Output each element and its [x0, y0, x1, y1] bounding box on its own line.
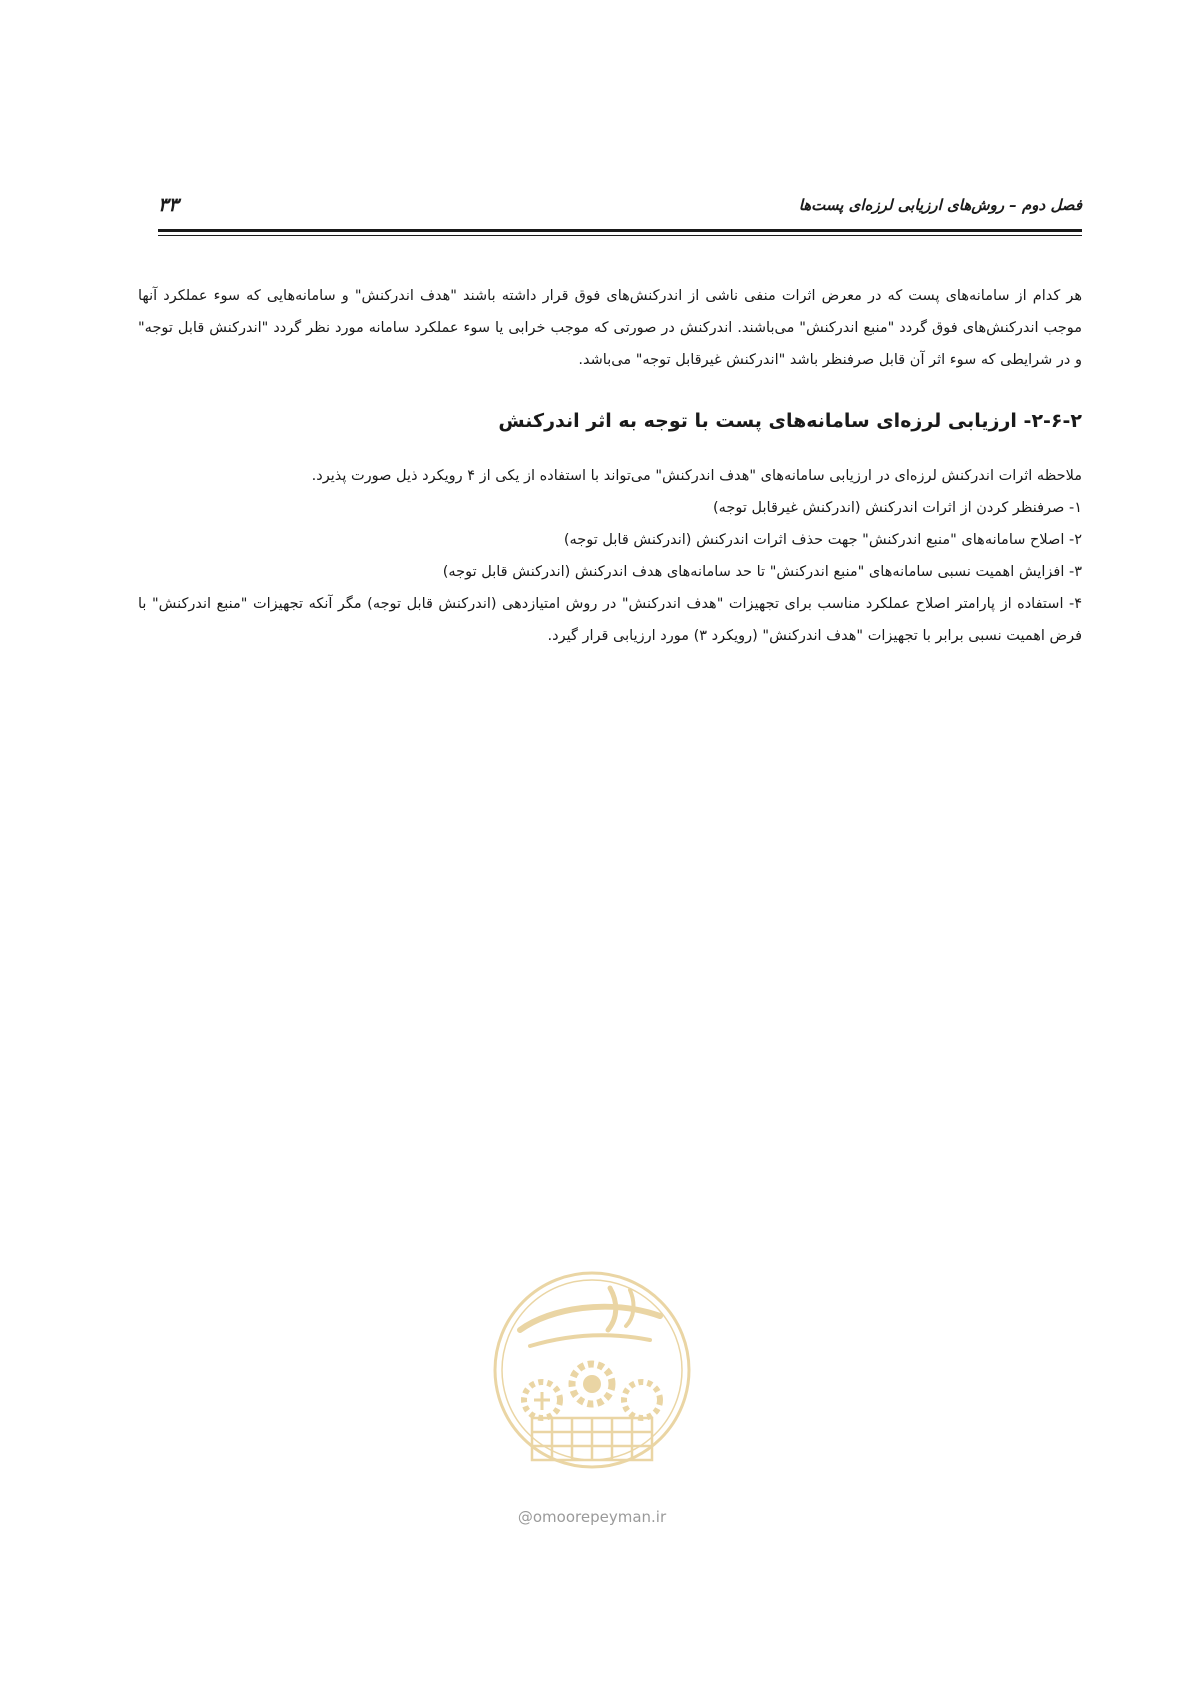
omoorepeyman-seal-icon: [490, 1268, 694, 1472]
approach-item-1: ۱- صرفنظر کردن از اثرات اندرکنش (اندرکنش غیرقابل توجه): [713, 500, 1082, 516]
page-number: ۳۳: [158, 194, 179, 216]
approaches-lead: ملاحظه اثرات اندرکنش لرزه‌ای در ارزیابی سامانه‌های "هدف اندرکنش" می‌تواند با استفاده از یکی از ۴ رویکرد ذیل صورت پذیرد.: [311, 468, 1082, 484]
section-heading: ۲-۶-۲- ارزیابی لرزه‌ای سامانه‌های پست با توجه به اثر اندرکنش: [498, 410, 1082, 432]
approach-item-4: ۴- استفاده از پارامتر اصلاح عملکرد مناسب برای تجهیزات "هدف اندرکنش" در روش امتیازدهی (اندرکنش قابل توجه) مگر آنکه تجهیزات "منبع اندرکنش" با فرض اهمیت نسبی برابر با تجهیزات "هدف اندرکنش" (رویکرد ۳) مورد ارزیابی قرار گیرد.: [138, 596, 1082, 644]
watermark-logo: [490, 1268, 694, 1472]
header-divider-thin: [158, 235, 1082, 236]
intro-paragraph: هر کدام از سامانه‌های پست که در معرض اثرات منفی ناشی از اندرکنش‌های فوق قرار داشته باشند "هدف اندرکنش" و سامانه‌هایی که سوء عملکرد آنها موجب اندرکنش‌های فوق گردد "منبع اندرکنش" می‌باشند. اندرکنش در صورتی که موجب خرابی یا سوء عملکرد سامانه مورد نظر گردد "اندرکنش قابل توجه" و در شرایطی که سوء اثر آن قابل صرفنظر باشد "اندرکنش غیرقابل توجه" می‌باشد.: [138, 288, 1082, 368]
approach-item-2: ۲- اصلاح سامانه‌های "منبع اندرکنش" جهت حذف اثرات اندرکنش (اندرکنش قابل توجه): [563, 532, 1082, 548]
watermark-url: @omoorepeyman.ir: [517, 1508, 667, 1526]
page-header: [158, 196, 1082, 222]
header-divider-thick: [158, 229, 1082, 232]
approaches-block: [138, 460, 1082, 652]
approach-item-3: ۳- افزایش اهمیت نسبی سامانه‌های "منبع اندرکنش" تا حد سامانه‌های هدف اندرکنش (اندرکنش قابل توجه): [442, 564, 1082, 580]
chapter-title: فصل دوم – روش‌های ارزیابی لرزه‌ای پست‌ها: [798, 196, 1082, 214]
